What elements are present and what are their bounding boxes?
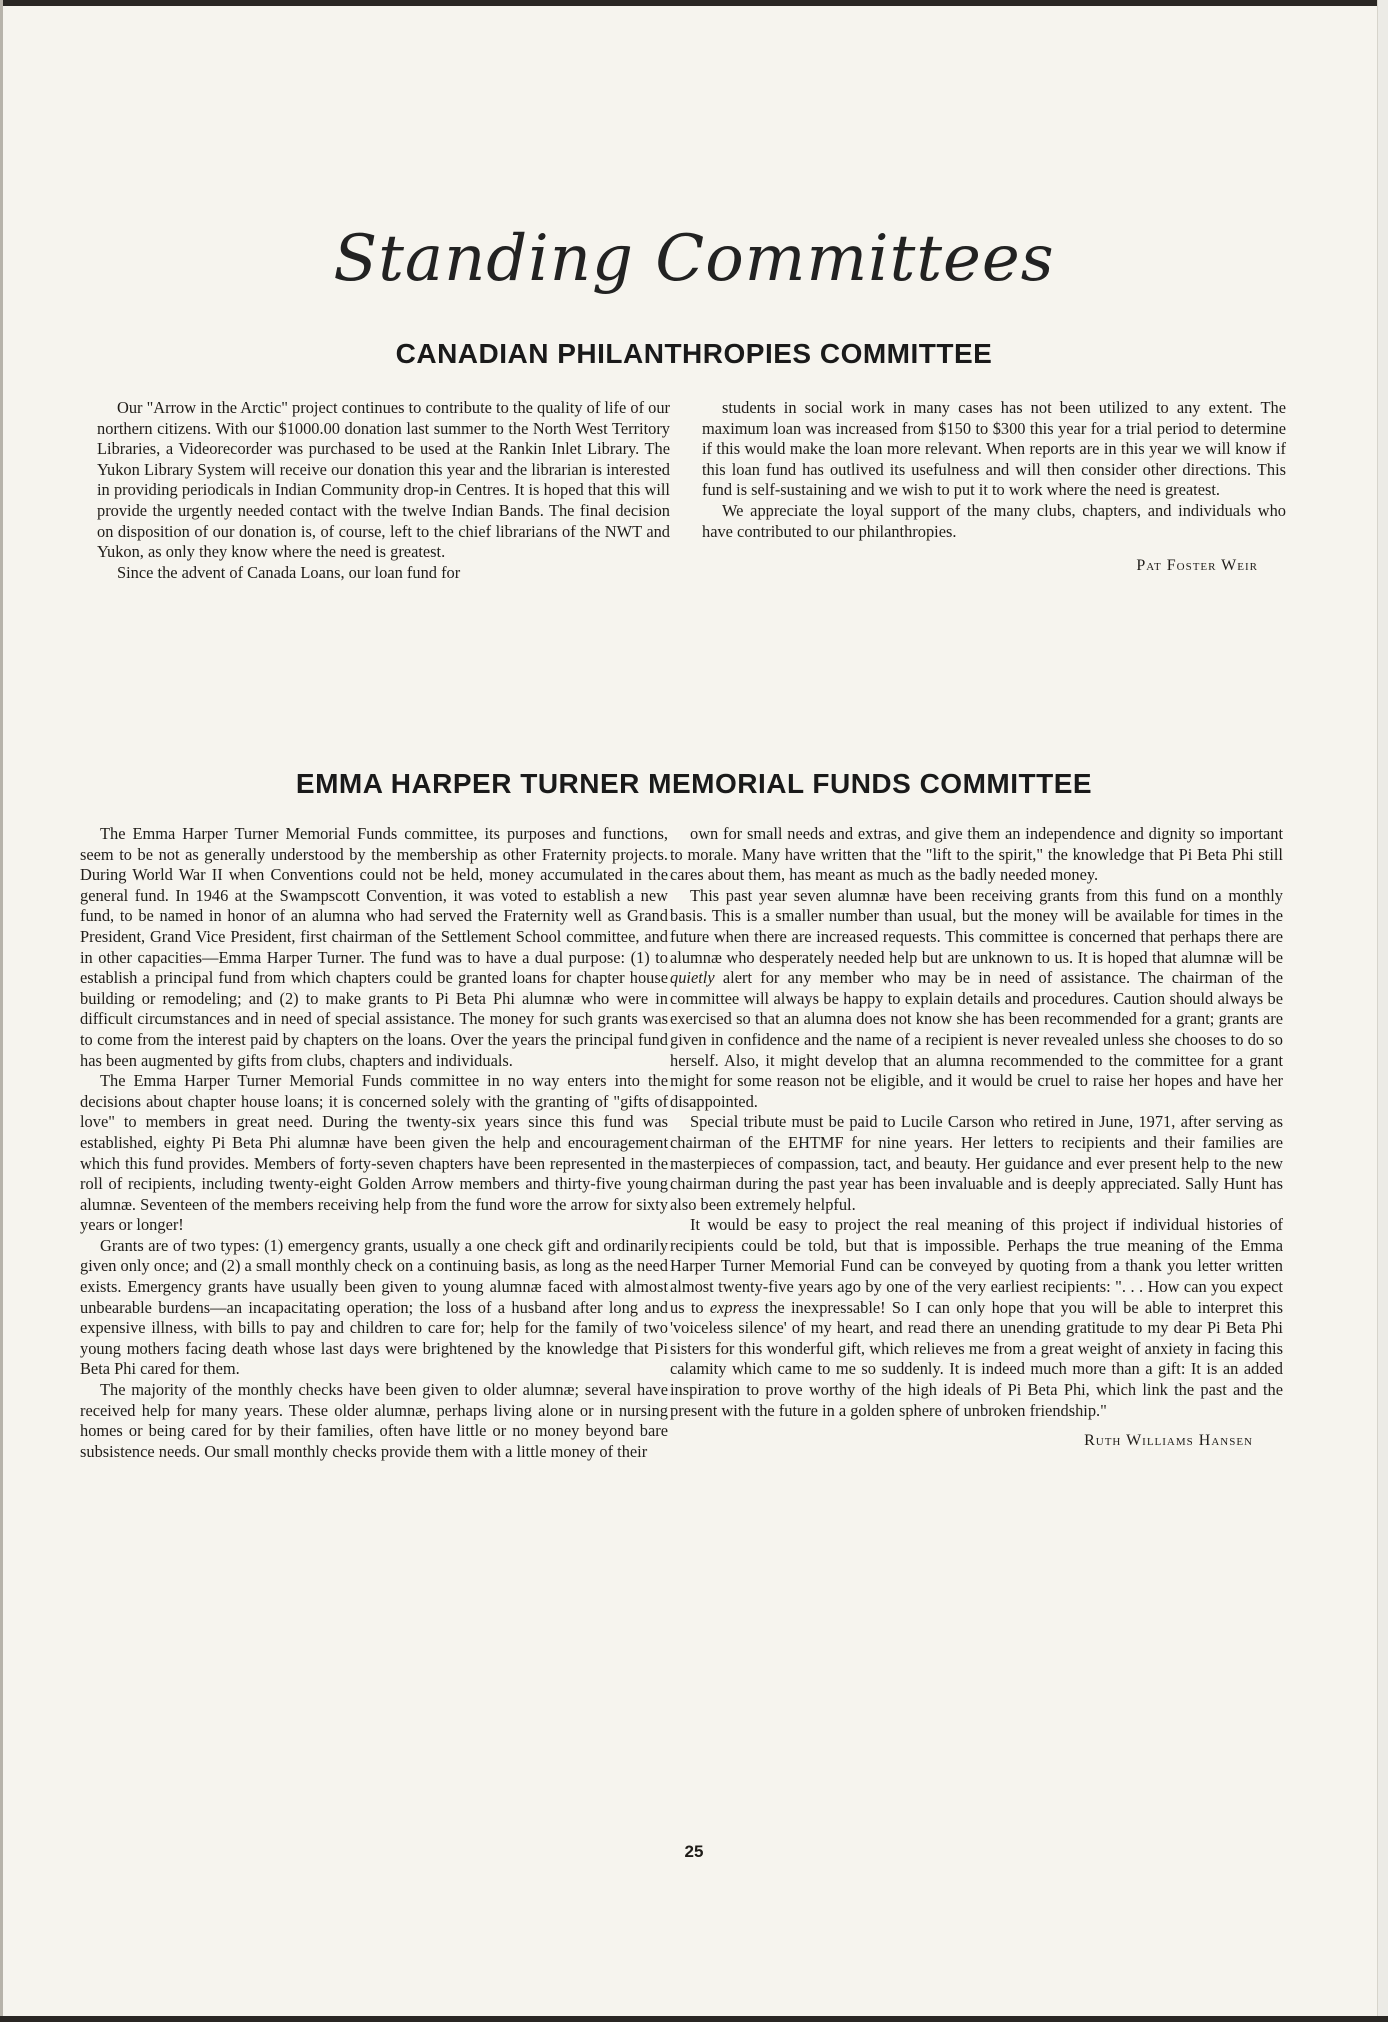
paragraph: The Emma Harper Turner Memorial Funds committee in no way enters into the decisions about chapter house loans; it is concerned solely with the granting of "gifts of love" to members in great need. During the twenty-six years since this fund was established, eighty Pi Beta Phi alumnæ have been given the help and encouragement which this fund provides. Members of forty-seven chapters have been represented in the roll of recipients, including twenty-eight Golden Arrow members and thirty-five young alumnæ. Seventeen of the members receiving help from the fund wore the arrow for sixty years or longer! <box>80 1071 668 1235</box>
paragraph-text: This past year seven alumnæ have been receiving grants from this fund on a monthly basis. This is a smaller number than usual, but the money will be available for times in the future when there are increased requests. This committee is concerned that perhaps there are alumnæ who desperately needed help but are unknown to us. It is hoped that alumnæ will be <box>670 885 1283 967</box>
paragraph: We appreciate the loyal support of the many clubs, chapters, and individuals who have contributed to our philanthropies. <box>702 500 1286 541</box>
paragraph: Special tribute must be paid to Lucile Carson who retired in June, 1971, after serving as chairman of the EHTMF for nine years. Her letters to recipients and their families are masterpieces of compassion, tact, and beauty. Her guidance and ever present help to the new chairman during the past year has been invaluable and is deeply appreciated. Sally Hunt has also been extremely helpful. <box>670 1112 1283 1214</box>
paragraph: Since the advent of Canada Loans, our loan fund for <box>117 562 461 582</box>
paragraph: The Emma Harper Turner Memorial Funds committee, its purposes and functions, seem to be not as generally understood by the membership as other Fraternity projects. During World War II when Conventions could not be held, money accumulated in the general fund. In 1946 at the Swampscott Convention, it was voted to establish a new fund, to be named in honor of an alumna who had served the Fraternity well as Grand President, Grand Vice President, first chairman of the Settlement School committee, and in other capacities—Emma Harper Turner. The fund was to have a dual purpose: (1) to establish a principal fund from which chapters could be granted loans for chapter house building or remodeling; and (2) to make grants to Pi Beta Phi alumnæ who were in difficult circumstances and in need of special assistance. The money for such grants was to come from the interest paid by chapters on the loans. Over the years the principal fund has been augmented by gifts from clubs, chapters and individuals. <box>80 824 668 1070</box>
author-signature: Ruth Williams Hansen <box>1084 1432 1253 1450</box>
paragraph: The majority of the monthly checks have been given to older alumnæ; several have received help for many years. These older alumnæ, perhaps living alone or in nursing homes or being cared for by their families, often have little or no money beyond bare subsistence needs. Our small monthly checks provide them with a little money of their <box>80 1380 668 1461</box>
section-heading-canadian-philanthropies: CANADIAN PHILANTHROPIES COMMITTEE <box>395 338 993 369</box>
section2-left-column <box>80 824 668 1462</box>
scan-edge-bottom <box>0 2016 1388 2022</box>
paragraph: Grants are of two types: (1) emergency grants, usually a one check gift and ordinarily given only once; and (2) a small monthly check on a continuing basis, as long as the need exists. Emergency grants have usually been given to young alumnæ faced with almost unbearable burdens—an incapacitating operation; the loss of a husband after long and expensive illness, with bills to pay and children to care for; help for the family of two young mothers facing death whose last days were brightened by the knowledge that Pi Beta Phi cared for them. <box>80 1235 668 1379</box>
section1-left-column <box>97 398 670 583</box>
scan-edge-top <box>0 0 1388 6</box>
scan-edge-right <box>1377 0 1388 2022</box>
emphasis-quietly: quietly <box>670 968 715 988</box>
paragraph <box>670 1215 1283 1421</box>
page-title: Standing Committees <box>333 222 1055 296</box>
paragraph-text: alert for any member who may be in need of assistance. The chairman of the committee will always be happy to explain details and procedures. Caution should always be exercised so that an alumna does not know she has been recommended for a grant; grants are given in confidence and the name of a recipient is never revealed unless she chooses to do so herself. Also, it might develop that an alumna recommended to the committee for a grant might for some reason not be eligible, and it would be cruel to raise her hopes and have her disappointed. <box>670 968 1283 1111</box>
paragraph-text: It would be easy to project the real meaning of this project if individual histories of recipients could be told, but that is impossible. Perhaps the true meaning of the Emma Harper Turner Memorial Fund can be conveyed by quoting from a thank you letter written almost twenty-five years ago by one of the very earliest recipients: ". . . How can you expect us to <box>670 1215 1283 1317</box>
paragraph: students in social work in many cases has not been utilized to any extent. The maximum loan was increased from $150 to $300 this year for a trial period to determine if this would make the loan more relevant. When reports are in this year we will know if this loan fund has outlived its usefulness and will then consider other directions. This fund is self-sustaining and we wish to put it to work where the need is greatest. <box>702 398 1286 500</box>
section-heading-emma-harper-turner: EMMA HARPER TURNER MEMORIAL FUNDS COMMITTEE <box>295 768 1093 799</box>
author-signature: Pat Foster Weir <box>1136 557 1258 575</box>
paragraph: Our "Arrow in the Arctic" project continues to contribute to the quality of life of our northern citizens. With our $1000.00 donation last summer to the North West Territory Libraries, a Videorecorder was purchased to be used at the Rankin Inlet Library. The Yukon Library System will receive our donation this year and the librarian is interested in providing periodicals in Indian Community drop-in Centres. It is hoped that this will provide the urgently needed contact with the twelve Indian Bands. The final decision on disposition of our donation is, of course, left to the chief librarians of the NWT and Yukon, as only they know where the need is greatest. <box>97 398 670 562</box>
emphasis-express: express <box>709 1297 759 1317</box>
paragraph-text: the inexpressable! So I can only hope that you will be able to interpret this 'voiceless silence' of my heart, and read there an unending gratitude to my dear Pi Beta Phi sisters for this wonderful gift, which relieves me from a great weight of anxiety in facing this calamity which came to me so suddenly. It is indeed much more than a gift: It is an added inspiration to prove worthy of the high ideals of Pi Beta Phi, which link the past and the present with the future in a golden sphere of unbroken friendship." <box>670 1297 1283 1420</box>
page-number: 25 <box>684 1842 704 1861</box>
section1-right-column <box>702 398 1286 577</box>
paragraph <box>670 886 1283 1113</box>
section2-right-column <box>670 824 1283 1452</box>
scan-edge-left <box>0 0 3 2022</box>
paragraph: own for small needs and extras, and give them an independence and dignity so important to morale. Many have written that the "lift to the spirit," the knowledge that Pi Beta Phi still cares about them, has meant as much as the badly needed money. <box>670 824 1283 885</box>
